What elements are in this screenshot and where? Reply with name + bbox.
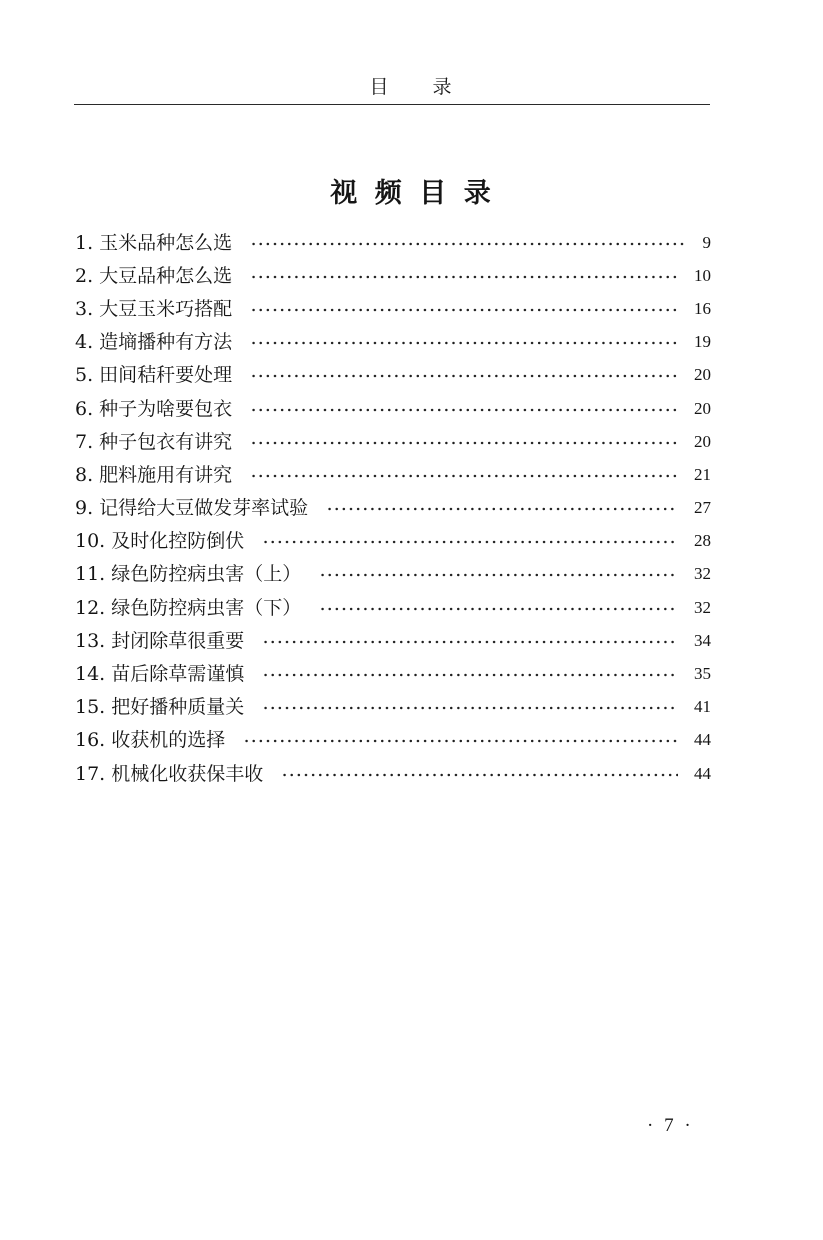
toc-entry-title: 2. 大豆品种怎么选 xyxy=(75,264,233,287)
dot-leader xyxy=(262,706,678,710)
toc-entry-title: 12. 绿色防控病虫害（下） xyxy=(75,596,302,619)
toc-entry-page: 16 xyxy=(694,298,711,318)
toc-entry[interactable] xyxy=(75,226,711,259)
toc-entry-page: 28 xyxy=(694,531,711,551)
toc-entry[interactable] xyxy=(75,326,711,359)
page-title: 视 频 目 录 xyxy=(330,178,493,209)
toc-entry-title: 3. 大豆玉米巧搭配 xyxy=(75,297,233,320)
toc-entry-page: 19 xyxy=(694,332,711,352)
dot-leader xyxy=(250,308,678,312)
dot-leader xyxy=(281,773,678,777)
toc-entry-page: 35 xyxy=(694,664,711,684)
dot-leader xyxy=(243,739,678,743)
toc-entry-title: 16. 收获机的选择 xyxy=(75,729,226,752)
toc-entry-page: 32 xyxy=(694,564,711,584)
toc-entry[interactable] xyxy=(75,691,711,724)
toc-entry-page: 20 xyxy=(694,398,711,418)
toc-entry-title: 6. 种子为啥要包衣 xyxy=(75,397,233,420)
toc-entry-title: 5. 田间秸秆要处理 xyxy=(75,364,233,387)
toc-entry-page: 20 xyxy=(694,365,711,385)
dot-leader xyxy=(250,341,678,345)
toc-entry-page: 41 xyxy=(694,697,711,717)
dot-leader xyxy=(250,408,678,412)
toc-entry[interactable] xyxy=(75,259,711,292)
toc-entry-title: 4. 造墒播种有方法 xyxy=(75,331,233,354)
toc-entry[interactable] xyxy=(75,624,711,657)
toc-entry-title: 15. 把好播种质量关 xyxy=(75,696,245,719)
dot-leader xyxy=(250,441,678,445)
video-toc-list xyxy=(75,226,711,790)
running-head-title: 目 录 xyxy=(369,76,454,98)
toc-entry-title: 11. 绿色防控病虫害（上） xyxy=(75,563,302,586)
toc-entry-title: 17. 机械化收获保丰收 xyxy=(75,762,264,785)
toc-entry-page: 32 xyxy=(694,597,711,617)
dot-leader xyxy=(250,474,678,478)
toc-entry-title: 8. 肥料施用有讲究 xyxy=(75,463,233,486)
header-rule xyxy=(74,104,710,105)
toc-entry[interactable] xyxy=(75,724,711,757)
toc-entry-page: 44 xyxy=(694,763,711,783)
toc-entry-title: 7. 种子包衣有讲究 xyxy=(75,430,233,453)
toc-entry-page: 34 xyxy=(694,630,711,650)
toc-entry-title: 10. 及时化控防倒伏 xyxy=(75,530,245,553)
toc-entry-title: 1. 玉米品种怎么选 xyxy=(75,231,233,254)
dot-leader xyxy=(250,374,678,378)
toc-entry-title: 9. 记得给大豆做发芽率试验 xyxy=(75,497,309,520)
toc-entry[interactable] xyxy=(75,392,711,425)
toc-entry[interactable] xyxy=(75,657,711,690)
dot-leader xyxy=(262,540,678,544)
dot-leader xyxy=(262,673,678,677)
dot-leader xyxy=(319,573,678,577)
dot-leader xyxy=(262,640,678,644)
toc-entry-title: 14. 苗后除草需谨慎 xyxy=(75,663,245,686)
toc-entry-page: 27 xyxy=(694,498,711,518)
toc-entry[interactable] xyxy=(75,292,711,325)
toc-entry[interactable] xyxy=(75,757,711,790)
toc-entry-page: 20 xyxy=(694,431,711,451)
toc-entry[interactable] xyxy=(75,492,711,525)
toc-entry-page: 10 xyxy=(694,265,711,285)
toc-entry-page: 44 xyxy=(694,730,711,750)
toc-entry-title: 13. 封闭除草很重要 xyxy=(75,629,245,652)
toc-entry[interactable] xyxy=(75,458,711,491)
toc-entry[interactable] xyxy=(75,359,711,392)
dot-leader xyxy=(319,607,678,611)
toc-entry-page: 9 xyxy=(702,232,711,252)
page-number: · 7 · xyxy=(647,1115,694,1136)
dot-leader xyxy=(250,275,678,279)
dot-leader xyxy=(326,507,678,511)
toc-entry[interactable] xyxy=(75,591,711,624)
toc-entry[interactable] xyxy=(75,425,711,458)
toc-entry[interactable] xyxy=(75,525,711,558)
dot-leader xyxy=(250,242,686,246)
toc-entry-page: 21 xyxy=(694,464,711,484)
toc-entry[interactable] xyxy=(75,558,711,591)
